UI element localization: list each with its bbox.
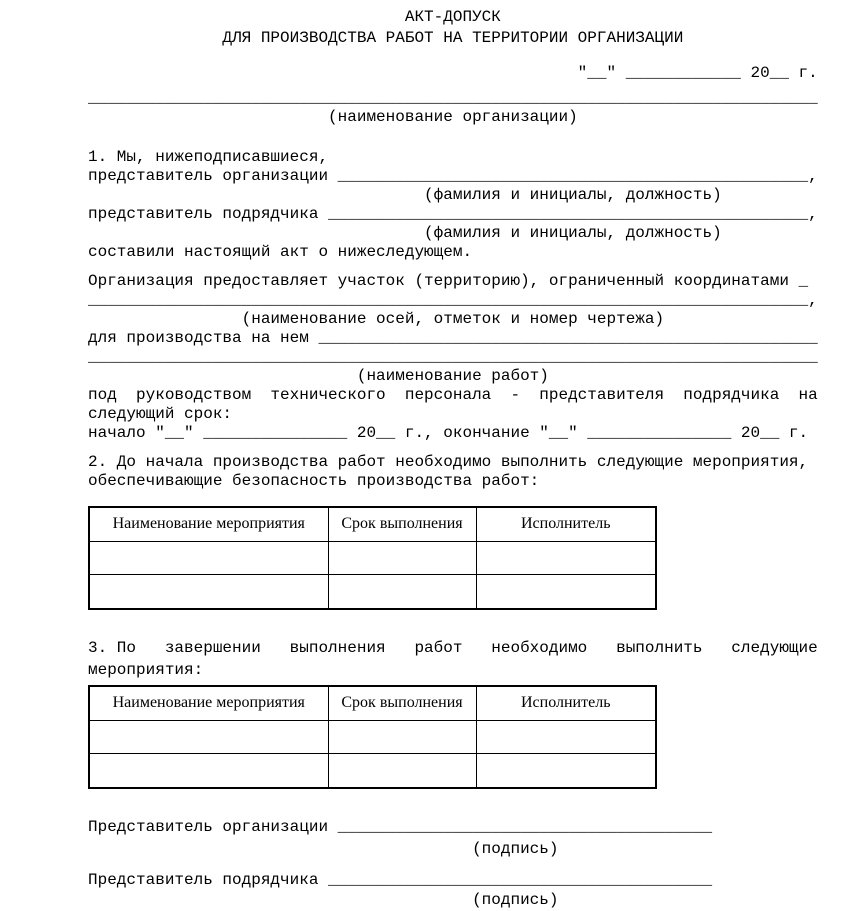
org-name-caption: (наименование организации) [88,108,578,126]
signature-org-line: Представитель организации _______________________________________ [88,818,713,836]
clause3-line-2: мероприятия: [88,661,204,679]
empty-cell [89,574,328,609]
clause2-line-1: 2. До начала производства работ необходимо выполнить следующие мероприятия, [88,453,809,471]
clause1-closing: составили настоящий акт о нижеследующем. [88,243,473,261]
table-header-row [89,686,656,720]
column-header-deadline: Срок выполнения [328,507,476,541]
clause1-intro: 1. Мы, нижеподписавшиеся, [88,148,329,166]
clause1-contractor-rep-line: представитель подрядчика __________________________________________________, [88,205,818,223]
empty-cell [89,753,328,788]
clause1-org-rep-line: представитель организации _________________________________________________, [88,167,818,185]
empty-cell [328,574,476,609]
clause2-line-2: обеспечивающие безопасность производства работ: [88,472,540,490]
column-header-deadline: Срок выполнения [328,686,476,720]
org-name-blank-line: ____________________________________________________________________________ [88,89,818,107]
table-row [89,753,656,788]
signature-contractor-line: Представитель подрядчика ________________________________________ [88,871,713,889]
territory-paragraph-line-3: для производства на нем ____________________________________________________ [88,329,818,347]
empty-cell [328,541,476,574]
column-header-measure-name: Наименование мероприятия [89,686,328,720]
clause1-org-rep-caption: (фамилия и инициалы, должность) [88,186,722,204]
date-line: "__" ____________ 20__ г. [88,64,818,82]
territory-paragraph-line-1: Организация предоставляет участок (территорию), ограниченный координатами _ [88,272,809,290]
table-row [89,574,656,609]
column-header-executor: Исполнитель [476,507,656,541]
empty-cell [476,541,656,574]
column-header-executor: Исполнитель [476,686,656,720]
axes-caption: (наименование осей, отметок и номер чертежа) [88,310,665,328]
empty-cell [89,541,328,574]
dates-line: начало "__" _______________ 20__ г., окончание "__" _______________ 20__ г. [88,424,809,442]
empty-cell [89,720,328,753]
table-row [89,541,656,574]
empty-cell [328,753,476,788]
clause3-line-1: 3. По завершении выполнения работ необходимо выполнить следующие [88,639,818,657]
measures-table-2 [88,685,657,789]
table-header-row [89,507,656,541]
doc-title-line-1: АКТ-ДОПУСК [88,8,501,26]
territory-paragraph-line-5: под руководством технического персонала - представителя подрядчика на [88,386,818,404]
territory-paragraph-line-2: ___________________________________________________________________________, [88,291,818,309]
column-header-measure-name: Наименование мероприятия [89,507,328,541]
measures-table-1 [88,506,657,610]
empty-cell [328,720,476,753]
empty-cell [476,574,656,609]
signature-org-caption: (подпись) [88,840,559,858]
works-caption: (наименование работ) [88,367,549,385]
signature-contractor-caption: (подпись) [88,891,559,909]
territory-paragraph-line-6: следующий срок: [88,405,233,423]
empty-cell [476,720,656,753]
doc-title-line-2: ДЛЯ ПРОИЗВОДСТВА РАБОТ НА ТЕРРИТОРИИ ОРГАНИЗАЦИИ [88,29,684,47]
table-row [89,720,656,753]
empty-cell [476,753,656,788]
clause1-contractor-rep-caption: (фамилия и инициалы, должность) [88,224,722,242]
territory-paragraph-line-4: ____________________________________________________________________________ [88,348,818,366]
